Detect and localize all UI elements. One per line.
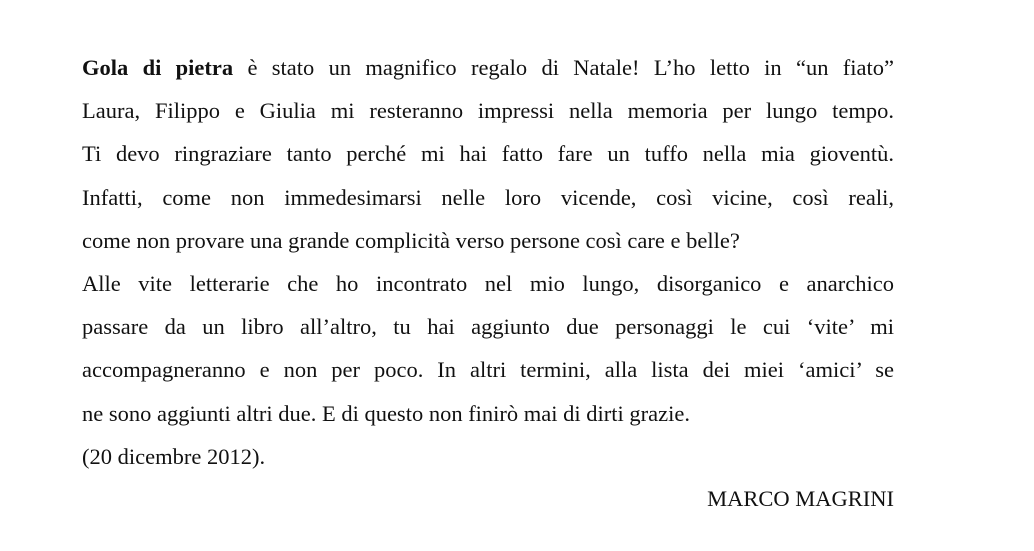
letter-line-7: passare da un libro all’altro, tu hai aggiunto due personaggi le cui ‘vite’ mi bbox=[82, 314, 894, 340]
letter-date: (20 dicembre 2012). bbox=[82, 443, 266, 469]
book-title: Gola di pietra bbox=[82, 55, 234, 80]
letter-line-3: Ti devo ringraziare tanto perché mi hai fatto fare un tuffo nella mia gioventù. bbox=[82, 141, 894, 167]
letter-line-8: accompagneranno e non per poco. In altri termini, alla lista dei miei ‘amici’ se bbox=[82, 357, 894, 383]
letter-line-1-text: è stato un magnifico regalo di Natale! L’ho letto in “un fiato” bbox=[233, 55, 894, 80]
letter-line-1 bbox=[82, 46, 894, 89]
letter-line-4: Infatti, come non immedesimarsi nelle loro vicende, così vicine, così reali, bbox=[82, 184, 894, 210]
letter-line-6: Alle vite letterarie che ho incontrato nel mio lungo, disorganico e anarchico bbox=[82, 270, 894, 296]
letter-body bbox=[82, 46, 894, 478]
letter-line-9: ne sono aggiunti altri due. E di questo non finirò mai di dirti grazie. bbox=[82, 400, 690, 426]
letter-line-2: Laura, Filippo e Giulia mi resteranno impressi nella memoria per lungo tempo. bbox=[82, 98, 894, 124]
letter-line-5: come non provare una grande complicità verso persone così care e belle? bbox=[82, 227, 740, 253]
signature: MARCO MAGRINI bbox=[707, 486, 894, 511]
